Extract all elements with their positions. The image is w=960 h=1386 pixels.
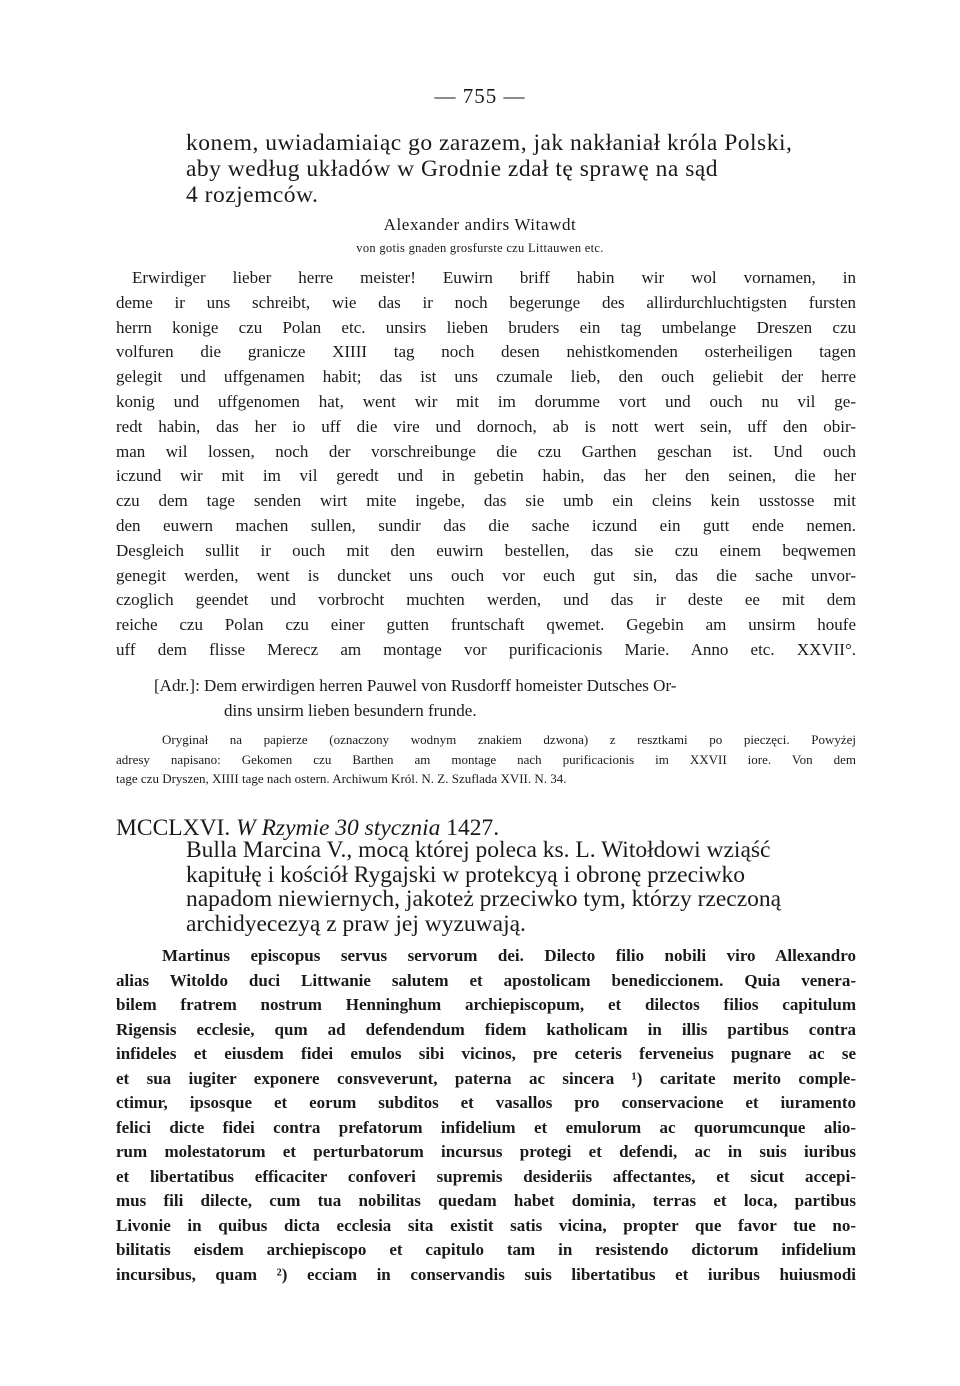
bull-line: mus fili dilecte, cum tua nobilitas quedam habet dominia, terras et loca, partibus — [116, 1191, 856, 1210]
bull-line: Martinus episcopus servus servorum dei. Dilecto filio nobili viro Allexandro — [162, 946, 856, 965]
document-year: 1427. — [446, 815, 500, 841]
letter-line: czoglich geendet und vorbrocht muchten werden, und das ir deste ee mit dem — [116, 590, 856, 610]
document-place-date: W Rzymie 30 stycznia — [236, 815, 441, 841]
bull-line: alias Witoldo duci Littwanie salutem et apostolicam benediccionem. Quia venera- — [116, 970, 856, 990]
intro-paragraph — [186, 130, 866, 208]
editorial-note — [116, 730, 856, 789]
bull-line: rum molestatorum et perturbatorum incursus protegi et defendi, ac in suis iuribus — [116, 1142, 856, 1161]
bull-line: incursibus, quam ²) ecciam in conservandis suis libertatibus et iuribus huiusmodi — [116, 1264, 856, 1284]
summary-line: archidyecezyą z praw jej wyzuwają. — [186, 910, 526, 937]
letter-line: reiche czu Polan czu einer gutten fruntschaft qwemet. Gegebin am unsirm houfe — [116, 615, 856, 635]
bull-text — [116, 944, 856, 1287]
bull-line: et sua iugiter exponere consveverunt, paterna ac sincera ¹) caritate merito comple- — [116, 1068, 856, 1088]
bull-line: bilitatis eisdem archiepiscopo et capitulo tam in resistendo dictorum infidelium — [116, 1240, 856, 1259]
intro-line: konem, uwiadamiaiąc go zarazem, jak nakłaniał króla Polski, — [186, 130, 793, 156]
letter-line: konig und uffgenomen hat, went wir mit im dorumme vort und ouch nu vil ge- — [116, 391, 856, 411]
bull-line: et libertatibus efficaciter confoveri supremis desideriis affectantes, et sicut accepi- — [116, 1166, 856, 1186]
note-line: Oryginał na papierze (oznaczony wodnym znakiem dzwona) z resztkami po pieczęci. Powyżej — [162, 732, 856, 747]
summary-line: napadom niewiernych, jakoteż przeciwko tym, którzy rzeczoną — [186, 886, 782, 912]
letter-line: redt habin, das her io uff die vire und dornoch, ab is nott wert sein, uff den obir- — [116, 416, 856, 436]
bull-line: felici dicte fidei contra prefatorum infidelium et emulorum ac quorumcunque alio- — [116, 1117, 856, 1137]
letter-line: Erwirdiger lieber herre meister! Euwirn briff habin wir wol vornamen, in — [132, 268, 856, 287]
letter-line: uff dem flisse Merecz am montage vor purificacionis Marie. Anno etc. XXVII°. — [116, 639, 856, 659]
summary-line: kapitułę i kościół Rygajski w protekcyą i obronę przeciwko — [186, 861, 745, 888]
bull-line: ctimur, ipsosque et eorum subditos et vasallos pro conservacione et iuramento — [116, 1093, 856, 1112]
letter-line: gelegit und uffgenamen habit; das ist uns czumale lieb, den ouch geliebit der herre — [116, 367, 856, 387]
summary-line: Bulla Marcina V., mocą której poleca ks. L. Witołdowi wziąść — [186, 837, 771, 863]
letter-line: iczund wir mit im vil geredt und in gebetin habin, das her den seinen, die her — [116, 466, 856, 486]
letter-line: volfuren die granicze XIIII tag noch desen nehistkomenden osterheiligen tagen — [116, 342, 856, 362]
letter-line: den euwern machen sullen, sundir das die sache iczund ein gutt ende nemen. — [116, 515, 856, 535]
intro-line: 4 rozjemców. — [186, 182, 319, 208]
note-line: adresy napisano: Gekomen czu Barthen am montage nach purificacionis im XXVII iore. Von dem — [116, 751, 856, 767]
document-number: MCCLXVI. — [116, 815, 231, 841]
intro-line: aby według układów w Grodnie zdał tę sprawę na sąd — [186, 156, 719, 182]
bull-line: Livonie in quibus dicta ecclesia sita existit satis vicina, propter que favor tue no- — [116, 1215, 856, 1235]
page-number: — 755 — — [434, 84, 526, 108]
letter-body — [116, 266, 856, 663]
letter-line: Desgleich sullit ir ouch mit den euwirn bestellen, das sie czu einem beqwemen — [116, 540, 856, 560]
letter-address — [154, 674, 862, 723]
bull-line: infideles et eiusdem fidei emulos sibi vicinos, pre ceteris ferveneius pugnare ac se — [116, 1044, 856, 1063]
letter-sender: Alexander andirs Witawdt — [383, 215, 577, 234]
letter-line: deme ir uns schreibt, wie das ir noch begerunge des allirdurchluchtigsten fursten — [116, 292, 856, 312]
bull-line: bilem fratrem nostrum Henninghum archiepiscopum, et dilectos filios capitulum — [116, 995, 856, 1014]
address-line: [Adr.]: Dem erwirdigen herren Pauwel von Rusdorff homeister Dutsches Or- — [154, 676, 677, 695]
letter-line: czu dem tage senden wirt mite ingebe, das sie umb ein cleins kein usstosse mit — [116, 491, 856, 511]
bull-line: Rigensis ecclesie, qum ad defendendum fidem katholicam in illis partibus contra — [116, 1019, 856, 1039]
letter-line: herrn konige czu Polan etc. unsirs lieben bruders ein tag umbelange Dreszen czu — [116, 317, 856, 337]
letter-sender-title: von gotis gnaden grosfurste czu Littauwen etc. — [356, 241, 604, 255]
address-line: dins unsirm lieben besundern frunde. — [224, 700, 477, 720]
letter-line: genegit werden, went is duncket uns ouch vor euch gut sin, das die sache unvor- — [116, 565, 856, 585]
note-line: tage czu Dryszen, XIIII tage nach ostern. Archiwum Król. N. Z. Szuflada XVII. N. 34. — [116, 771, 567, 786]
document-summary — [186, 838, 866, 936]
letter-line: man wil lossen, noch der vorschreibunge die czu Garthen geschan ist. Und ouch — [116, 441, 856, 461]
